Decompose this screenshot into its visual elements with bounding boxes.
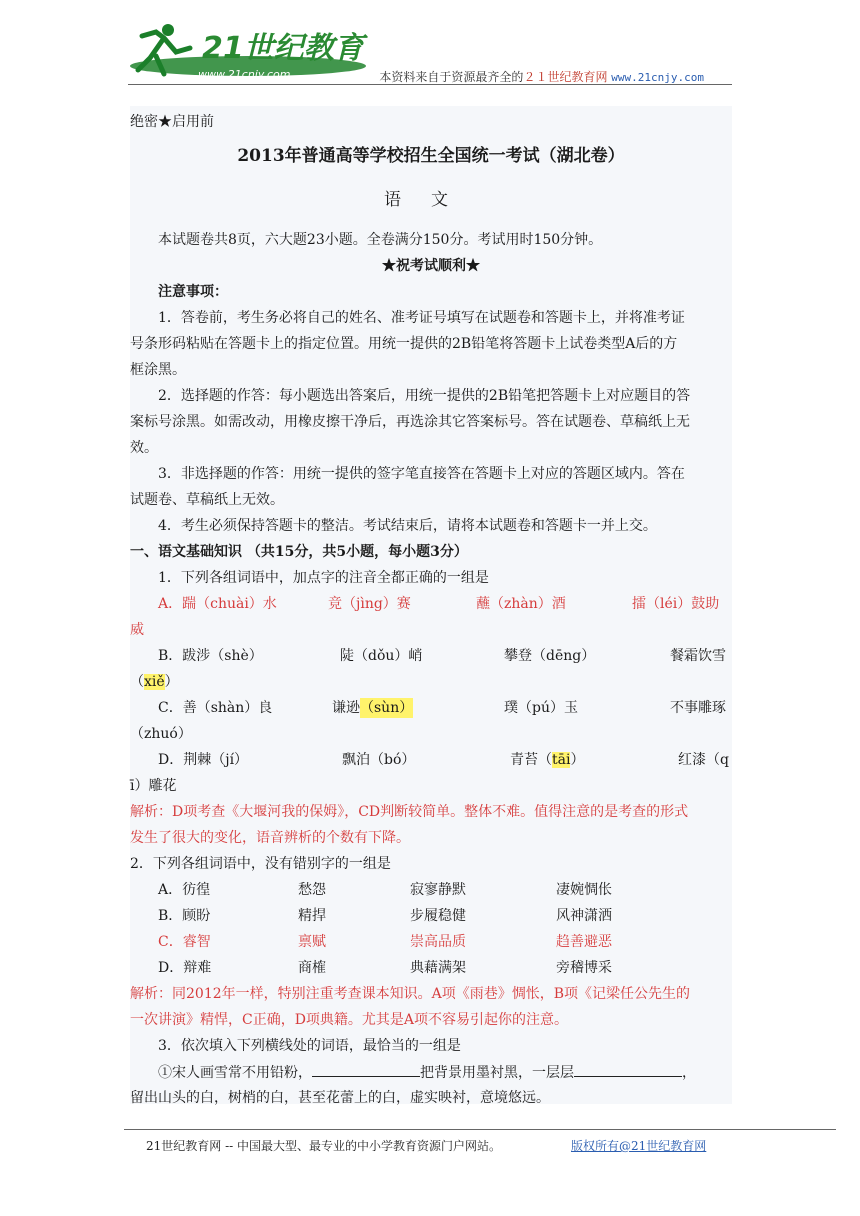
header-divider <box>128 84 732 85</box>
notice-2-line3: 效。 <box>130 440 158 456</box>
secret-label: 绝密★启用前 <box>130 114 214 130</box>
logo-runner-icon <box>128 18 368 88</box>
question-1: 1．下列各组词语中，加点字的注音全都正确的一组是 <box>158 570 489 586</box>
intro-text: 本试题卷共8页，六大题23小题。全卷满分150分。考试用时150分钟。 <box>158 232 603 248</box>
q1-explanation-line2: 发生了很大的变化，语音辨析的个数有下降。 <box>130 830 410 846</box>
notice-4: 4．考生必须保持答题卡的整洁。考试结束后，请将本试题卷和答题卡一并上交。 <box>158 518 657 534</box>
q1-option-d-cont: ī）雕花 <box>130 778 177 794</box>
logo-text: 21世纪教育 <box>202 31 364 66</box>
q3-sentence-1-cont: 留出山头的白，树梢的白，甚至花蕾上的白，虚实映衬，意境悠远。 <box>130 1090 550 1106</box>
q2-explanation-line2: 一次讲演》精悍，C正确，D项典籍。尤其是A项不容易引起你的注意。 <box>130 1012 569 1028</box>
highlight-mark: （sùn） <box>360 700 414 716</box>
tagline-prefix: 本资料来自于资源最齐全的 <box>379 70 524 84</box>
page-footer <box>146 1137 707 1154</box>
question-2: 2．下列各组词语中，没有错别字的一组是 <box>130 856 391 872</box>
footer-divider <box>124 1129 836 1130</box>
notice-2-line1: 2．选择题的作答：每小题选出答案后，用统一提供的2B铅笔把答题卡上对应题目的答 <box>158 388 691 404</box>
exam-document: 绝密★启用前 2013年普通高等学校招生全国统一考试（湖北卷） 语文 本试题卷共8页，六大题23小题。全卷满分150分。考试用时150分钟。 ★祝考试顺利★ 注意事项： 1．答卷前，考生务必将自己的姓名、准考证号填写在试题卷和答题卡上，并将准考证 号条形码粘贴在答题卡上的指定位置。用统一提供的2B铅笔将答题卡上试卷类型A后的方 框涂黑。 2．选择题的作答：每小题选出答案后，用统一提供的2B铅笔把答题卡上对应题目的答 案标号涂黑。如需改动，用橡皮擦干净后，再选涂其它答案标号。答在试题卷、草稿纸上无 效。 3．非选择题的作答：用统一提供的签字笔直接答在答题卡上对应的答题区域内。答在 试题卷、草稿纸上无效。 4．考生必须保持答题卡的整洁。考试结束后，请将本试题卷和答题卡一并上交。 一、语文基础知识 （共15分，共5小题，每小题3分） 1．下列各组词语中，加点字的注音全都正确的一组是 A．踹（chuài）水 竞（jìng）赛 蘸（zhàn）酒 擂（léi）鼓助 威 B．跋涉（shè） 陡（dǒu）峭 攀登（dēng） 餐霜饮雪 （xiě） C．善（shàn）良 谦逊 （sùn） 璞（pú）玉 不事雕琢 （zhuó） D．荆棘（jí） 飘泊（bó） 青苔（tāi） 红漆（q ī）雕花 解析：D项考查《大堰河我的保姆》，CD判断较简单。整体不难。值得注意的是考查的形式 发生了很大的变化，语音辨析的个数有下降。 2．下列各组词语中，没有错别字的一组是 A．彷徨 愁怨 寂寥静默 凄婉惆伥 B．顾盼 精捍 步履稳健 风神潇洒 C．睿智 禀赋 崇高品质 趋善避恶 D．辩难 商榷 典藉满架 旁稽博采 解析：同2012年一样，特别注重考查课本知识。A项《雨巷》惆怅，B项《记梁任公先生的 一次讲演》精悍，C正确，D项典籍。尤其是A项不容易引起你的注意。 3．依次填入下列横线处的词语，最恰当的一组是 ①宋人画雪常不用铅粉， 把背景用墨衬黑，一层层 ， 留出山头的白，树梢的白，甚至花蕾上的白，虚实映衬，意境悠远。 <box>130 106 732 1104</box>
tagline-url[interactable]: www.21cnjy.com <box>611 71 704 84</box>
tagline-site[interactable]: ２１世纪教育网 <box>523 70 608 84</box>
notice-3-line2: 试题卷、草稿纸上无效。 <box>130 492 284 508</box>
q1-option-b-cont: （xiě） <box>130 674 179 690</box>
site-logo[interactable] <box>128 18 368 88</box>
q2-explanation-line1: 解析：同2012年一样，特别注重考查课本知识。A项《雨巷》惆怅，B项《记梁任公先生的 <box>130 986 691 1002</box>
header-tagline <box>379 68 704 85</box>
logo-url: www.21cnjy.com <box>198 68 291 81</box>
notice-heading: 注意事项： <box>158 284 228 300</box>
fill-blank-2 <box>574 1062 682 1077</box>
notice-3-line1: 3．非选择题的作答：用统一提供的签字笔直接答在答题卡上对应的答题区域内。答在 <box>158 466 685 482</box>
fill-blank-1 <box>312 1062 420 1077</box>
subject-title: 语文 <box>384 190 478 210</box>
q3-sentence-1: ①宋人画雪常不用铅粉， 把背景用墨衬黑，一层层 ， <box>130 1062 760 1083</box>
highlight-mark: tāi <box>552 752 571 768</box>
question-3: 3．依次填入下列横线处的词语，最恰当的一组是 <box>158 1038 461 1054</box>
section-1-heading: 一、语文基础知识 （共15分，共5小题，每小题3分） <box>130 544 468 560</box>
page-header <box>128 18 732 90</box>
notice-1-line3: 框涂黑。 <box>130 362 186 378</box>
notice-2-line2: 案标号涂黑。如需改动，用橡皮擦干净后，再选涂其它答案标号。答在试题卷、草稿纸上无 <box>130 414 690 430</box>
footer-text: 21世纪教育网 -- 中国最大型、最专业的中小学教育资源门户网站。 <box>146 1139 502 1153</box>
q1-option-a-cont: 威 <box>130 622 144 638</box>
notice-1-line1: 1．答卷前，考生务必将自己的姓名、准考证号填写在试题卷和答题卡上，并将准考证 <box>158 310 685 326</box>
q1-option-c-cont: （zhuó） <box>130 726 192 742</box>
q1-explanation-line1: 解析：D项考查《大堰河我的保姆》，CD判断较简单。整体不难。值得注意的是考查的形式 <box>130 804 689 820</box>
notice-1-line2: 号条形码粘贴在答题卡上的指定位置。用统一提供的2B铅笔将答题卡上试卷类型A后的方 <box>130 336 678 352</box>
copyright-link[interactable]: 版权所有@21世纪教育网 <box>571 1139 707 1153</box>
blessing: ★祝考试顺利★ <box>382 258 480 274</box>
exam-title: 2013年普通高等学校招生全国统一考试（湖北卷） <box>237 146 625 166</box>
highlight-mark: xiě <box>144 674 165 690</box>
